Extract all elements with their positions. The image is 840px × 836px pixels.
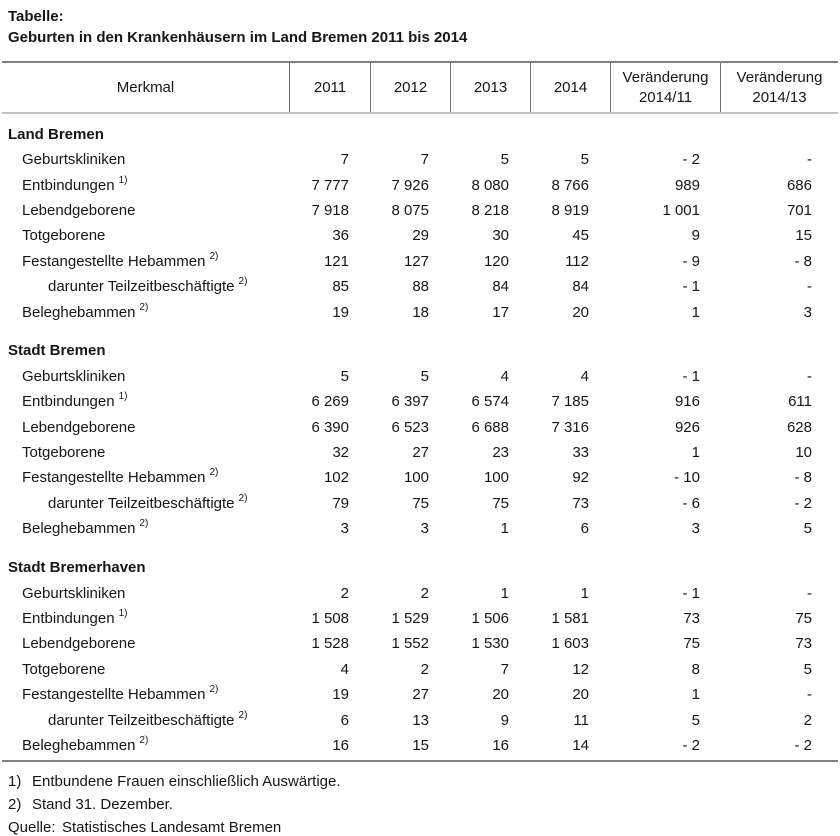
cell-value: - 8 — [794, 252, 812, 270]
cell-value: - 9 — [682, 252, 700, 270]
row-label — [2, 631, 289, 656]
cell-value: 20 — [492, 686, 509, 704]
table-row-beleghebammen — [2, 299, 838, 324]
row-label-text: Totgeborene — [22, 660, 106, 678]
footnote-reference: 1) — [118, 608, 128, 620]
section-name: Stadt Bremen — [8, 342, 106, 360]
cell-value: 7 926 — [391, 176, 429, 194]
cell-value: 1 — [500, 584, 509, 602]
cell-value: 85 — [332, 278, 349, 296]
cell-value: 100 — [403, 469, 429, 487]
table-row-lebendgeborene — [2, 631, 838, 656]
cell-value: 45 — [572, 227, 589, 245]
row-label-text: Totgeborene — [22, 227, 106, 245]
row-label-text: Festangestellte Hebammen — [22, 252, 206, 270]
cell-value: 19 — [332, 686, 349, 704]
cell-value: 926 — [674, 418, 700, 436]
row-label — [2, 274, 289, 299]
cell-value: 611 — [788, 393, 812, 411]
cell-value: - — [807, 151, 812, 169]
source-line — [8, 816, 838, 836]
cell-value: 33 — [572, 444, 589, 462]
row-label — [2, 147, 289, 172]
footnote-reference: 2) — [238, 492, 248, 504]
cell-value: 7 — [340, 151, 349, 169]
row-label-text: Geburtskliniken — [22, 584, 126, 602]
footnote-text: Stand 31. Dezember. — [32, 796, 173, 814]
row-label — [2, 389, 289, 414]
statistics-table — [2, 61, 838, 762]
footnote-marker: 2) — [8, 796, 22, 814]
row-label — [2, 198, 289, 223]
cell-value: 686 — [786, 176, 812, 194]
cell-value: 2 — [803, 711, 812, 729]
cell-value: 8 766 — [551, 176, 589, 194]
cell-value: 100 — [483, 469, 509, 487]
cell-value: 1 530 — [471, 635, 509, 653]
cell-value: 628 — [786, 418, 812, 436]
source-text: Statistisches Landesamt Bremen — [62, 819, 282, 836]
cell-value: 2 — [340, 584, 349, 602]
column-header-veraenderung-2014-13: Veränderung 2014/13 — [720, 63, 838, 112]
cell-value: 1 508 — [311, 610, 349, 628]
cell-value: - 2 — [794, 737, 812, 754]
table-row-entbindungen — [2, 389, 838, 414]
table-row-festangestellte-hebammen — [2, 682, 838, 707]
cell-value: 73 — [795, 635, 812, 653]
cell-value: 27 — [412, 686, 429, 704]
row-label-text: Totgeborene — [22, 444, 106, 462]
cell-value: 6 523 — [391, 418, 429, 436]
cell-value: 4 — [340, 660, 349, 678]
row-label-text: Geburtskliniken — [22, 367, 126, 385]
cell-value: 16 — [492, 737, 509, 754]
cell-value: 75 — [795, 610, 812, 628]
row-label-text: darunter Teilzeitbeschäftigte — [48, 494, 235, 512]
section-header-stadt-bremerhaven — [2, 541, 838, 580]
cell-value: 6 397 — [391, 393, 429, 411]
cell-value: 8 919 — [551, 201, 589, 219]
table-row-beleghebammen — [2, 516, 838, 541]
cell-value: 10 — [795, 444, 812, 462]
table-row-entbindungen — [2, 606, 838, 631]
cell-value: 8 075 — [391, 201, 429, 219]
table-row-totgeborene — [2, 657, 838, 682]
cell-value: 30 — [492, 227, 509, 245]
cell-value: 6 — [340, 711, 349, 729]
cell-value: 5 — [691, 711, 700, 729]
cell-value: 4 — [580, 367, 589, 385]
table-row-lebendgeborene — [2, 415, 838, 440]
table-row-festangestellte-hebammen — [2, 465, 838, 490]
row-label-text: Geburtskliniken — [22, 151, 126, 169]
cell-value: 20 — [572, 686, 589, 704]
row-label — [2, 364, 289, 389]
row-label-text: Lebendgeborene — [22, 201, 136, 219]
cell-value: 7 — [500, 660, 509, 678]
cell-value: - 2 — [794, 494, 812, 512]
cell-value: 73 — [683, 610, 700, 628]
cell-value: 1 581 — [551, 610, 589, 628]
cell-value: 916 — [674, 393, 700, 411]
cell-value: - — [807, 367, 812, 385]
cell-value: 16 — [332, 737, 349, 754]
cell-value: 15 — [795, 227, 812, 245]
row-label-text: Beleghebammen — [22, 520, 136, 538]
row-label — [2, 606, 289, 631]
cell-value: 6 269 — [311, 393, 349, 411]
cell-value: 29 — [412, 227, 429, 245]
table-header-row — [2, 61, 838, 114]
cell-value: 8 080 — [471, 176, 509, 194]
cell-value: - 1 — [682, 584, 700, 602]
cell-value: - 10 — [674, 469, 700, 487]
cell-value: 121 — [323, 252, 349, 270]
table-kicker: Tabelle: — [8, 8, 64, 25]
footnote-reference: 2) — [209, 250, 219, 262]
cell-value: - 6 — [682, 494, 700, 512]
row-label-text: Festangestellte Hebammen — [22, 469, 206, 487]
cell-value: 7 777 — [311, 176, 349, 194]
row-label — [2, 299, 289, 324]
footnote-text: Entbundene Frauen einschließlich Auswärtige. — [32, 773, 341, 791]
column-header-2012: 2012 — [370, 63, 450, 112]
cell-value: 1 001 — [662, 201, 700, 219]
cell-value: 1 — [691, 444, 700, 462]
table-row-darunter-teilzeitbesch-ftigte — [2, 491, 838, 516]
table-row-lebendgeborene — [2, 198, 838, 223]
cell-value: 1 — [691, 686, 700, 704]
cell-value: - — [807, 686, 812, 704]
table-body — [2, 114, 838, 758]
cell-value: 1 528 — [311, 635, 349, 653]
cell-value: 79 — [332, 494, 349, 512]
table-row-beleghebammen — [2, 733, 838, 758]
footnote-reference: 2) — [139, 518, 149, 530]
row-label — [2, 440, 289, 465]
table-row-festangestellte-hebammen — [2, 249, 838, 274]
cell-value: 7 — [420, 151, 429, 169]
cell-value: 14 — [572, 737, 589, 754]
cell-value: 75 — [412, 494, 429, 512]
table-row-totgeborene — [2, 223, 838, 248]
row-label-text: Beleghebammen — [22, 303, 136, 321]
cell-value: 2 — [420, 660, 429, 678]
cell-value: 32 — [332, 444, 349, 462]
page-title: Geburten in den Krankenhäusern im Land Bremen 2011 bis 2014 — [8, 29, 468, 46]
cell-value: 17 — [492, 303, 509, 321]
footnote-reference: 2) — [209, 684, 219, 696]
row-label — [2, 172, 289, 197]
footnote-reference: 2) — [209, 467, 219, 479]
cell-value: 6 — [580, 520, 589, 538]
cell-value: 989 — [674, 176, 700, 194]
cell-value: 20 — [572, 303, 589, 321]
footnote-2 — [8, 793, 838, 816]
row-label — [2, 682, 289, 707]
cell-value: 6 688 — [471, 418, 509, 436]
cell-value: 1 552 — [391, 635, 429, 653]
column-header-veraenderung-2014-11: Veränderung 2014/11 — [610, 63, 720, 112]
cell-value: - 2 — [682, 151, 700, 169]
row-label-text: Entbindungen — [22, 176, 115, 194]
cell-value: 3 — [420, 520, 429, 538]
footnote-1 — [8, 770, 838, 793]
column-header-merkmal: Merkmal — [116, 78, 175, 96]
cell-value: - — [807, 278, 812, 296]
row-label-text: Beleghebammen — [22, 737, 136, 754]
cell-value: 11 — [573, 711, 589, 729]
row-label-text: Festangestellte Hebammen — [22, 686, 206, 704]
row-label-text: Lebendgeborene — [22, 418, 136, 436]
row-label — [2, 491, 289, 516]
row-label — [2, 415, 289, 440]
footnotes — [2, 770, 838, 836]
cell-value: 127 — [403, 252, 429, 270]
cell-value: 92 — [572, 469, 589, 487]
table-row-geburtskliniken — [2, 580, 838, 605]
table-bottom-rule — [2, 760, 838, 762]
cell-value: 5 — [420, 367, 429, 385]
row-label — [2, 249, 289, 274]
row-label — [2, 733, 289, 758]
cell-value: - 2 — [682, 737, 700, 754]
cell-value: 75 — [683, 635, 700, 653]
cell-value: 3 — [691, 520, 700, 538]
footnote-reference: 2) — [139, 301, 149, 313]
row-label — [2, 580, 289, 605]
cell-value: 9 — [691, 227, 700, 245]
cell-value: - 8 — [794, 469, 812, 487]
section-header-land-bremen — [2, 114, 838, 147]
table-row-totgeborene — [2, 440, 838, 465]
row-label — [2, 657, 289, 682]
footnote-reference: 1) — [118, 174, 128, 186]
row-label-text: Lebendgeborene — [22, 635, 136, 653]
cell-value: 2 — [420, 584, 429, 602]
cell-value: 19 — [332, 303, 349, 321]
row-label-text: darunter Teilzeitbeschäftigte — [48, 278, 235, 296]
cell-value: 15 — [412, 737, 429, 754]
table-row-entbindungen — [2, 172, 838, 197]
title-block — [2, 6, 838, 48]
row-label — [2, 465, 289, 490]
column-header-2011: 2011 — [289, 63, 370, 112]
cell-value: 8 — [691, 660, 700, 678]
cell-value: 7 918 — [311, 201, 349, 219]
table-row-darunter-teilzeitbesch-ftigte — [2, 274, 838, 299]
row-label-text: Entbindungen — [22, 393, 115, 411]
cell-value: 5 — [340, 367, 349, 385]
cell-value: - 1 — [682, 367, 700, 385]
cell-value: 36 — [332, 227, 349, 245]
section-header-stadt-bremen — [2, 325, 838, 364]
cell-value: 8 218 — [471, 201, 509, 219]
cell-value: 23 — [492, 444, 509, 462]
row-label — [2, 707, 289, 732]
cell-value: 1 — [580, 584, 589, 602]
footnote-marker: 1) — [8, 773, 22, 791]
row-label — [2, 223, 289, 248]
cell-value: 18 — [412, 303, 429, 321]
cell-value: 7 185 — [551, 393, 589, 411]
cell-value: 13 — [412, 711, 429, 729]
cell-value: 7 316 — [551, 418, 589, 436]
cell-value: 27 — [412, 444, 429, 462]
row-label-text: darunter Teilzeitbeschäftigte — [48, 711, 235, 729]
section-name: Land Bremen — [8, 125, 104, 143]
table-row-geburtskliniken — [2, 364, 838, 389]
column-header-2013: 2013 — [450, 63, 530, 112]
row-label — [2, 516, 289, 541]
cell-value: 5 — [500, 151, 509, 169]
cell-value: 5 — [803, 520, 812, 538]
cell-value: 9 — [500, 711, 509, 729]
table-row-geburtskliniken — [2, 147, 838, 172]
cell-value: 75 — [492, 494, 509, 512]
cell-value: 102 — [323, 469, 349, 487]
footnote-reference: 2) — [238, 709, 248, 721]
cell-value: - 1 — [682, 278, 700, 296]
cell-value: 1 506 — [471, 610, 509, 628]
cell-value: - — [807, 584, 812, 602]
cell-value: 4 — [500, 367, 509, 385]
cell-value: 701 — [786, 201, 812, 219]
cell-value: 1 — [500, 520, 509, 538]
row-label-text: Entbindungen — [22, 610, 115, 628]
cell-value: 120 — [483, 252, 509, 270]
cell-value: 3 — [340, 520, 349, 538]
cell-value: 12 — [572, 660, 589, 678]
footnote-reference: 2) — [238, 276, 248, 288]
cell-value: 1 603 — [551, 635, 589, 653]
cell-value: 88 — [412, 278, 429, 296]
cell-value: 5 — [580, 151, 589, 169]
section-name: Stadt Bremerhaven — [8, 558, 146, 576]
footnote-reference: 1) — [118, 391, 128, 403]
cell-value: 6 390 — [311, 418, 349, 436]
source-label: Quelle: — [8, 819, 56, 836]
cell-value: 1 529 — [391, 610, 429, 628]
cell-value: 73 — [572, 494, 589, 512]
column-header-2014: 2014 — [530, 63, 610, 112]
cell-value: 5 — [803, 660, 812, 678]
cell-value: 6 574 — [471, 393, 509, 411]
cell-value: 1 — [691, 303, 700, 321]
table-row-darunter-teilzeitbesch-ftigte — [2, 707, 838, 732]
cell-value: 112 — [565, 252, 589, 270]
footnote-reference: 2) — [139, 735, 149, 746]
cell-value: 84 — [492, 278, 509, 296]
cell-value: 84 — [572, 278, 589, 296]
cell-value: 3 — [803, 303, 812, 321]
